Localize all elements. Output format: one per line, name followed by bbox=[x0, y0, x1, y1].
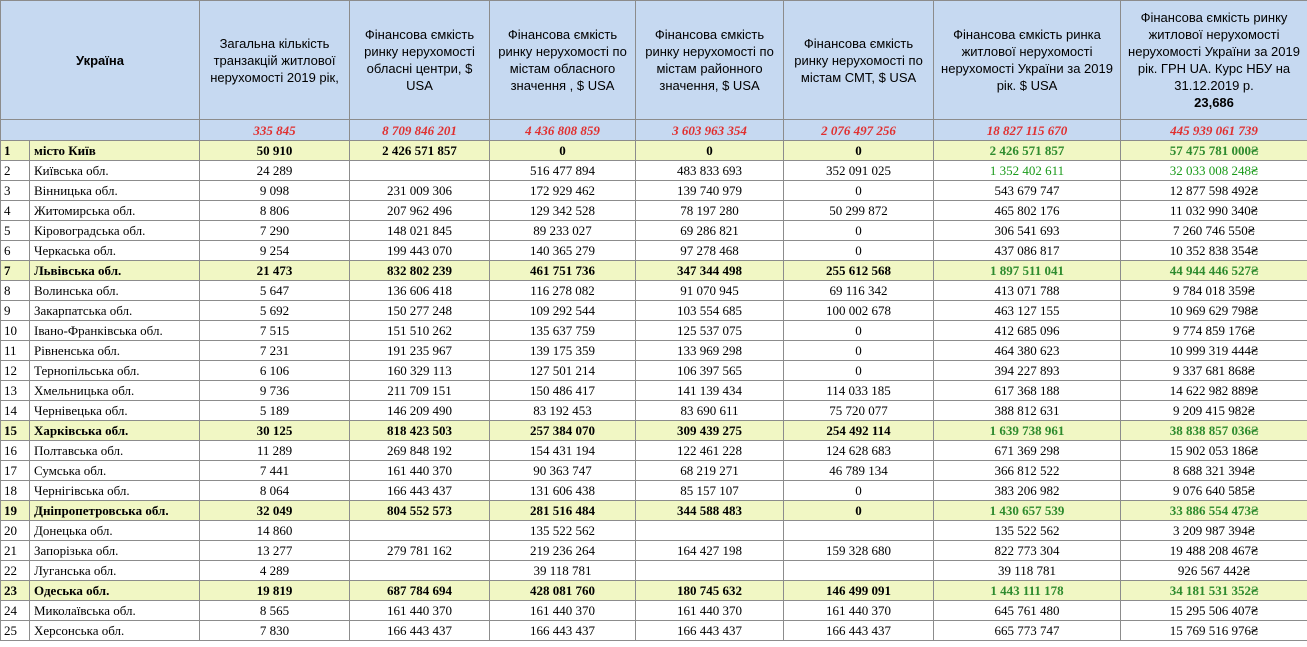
table-row bbox=[1, 461, 1307, 481]
cell-district-cities: 133 969 298 bbox=[636, 341, 784, 361]
cell-oblast-cities: 140 365 279 bbox=[490, 241, 636, 261]
cell-district-cities: 91 070 945 bbox=[636, 281, 784, 301]
cell-total-uah: 8 688 321 394₴ bbox=[1121, 461, 1307, 481]
cell-district-cities: 85 157 107 bbox=[636, 481, 784, 501]
cell-smt: 352 091 025 bbox=[784, 161, 934, 181]
cell-oblast-cities: 0 bbox=[490, 141, 636, 161]
cell-smt: 46 789 134 bbox=[784, 461, 934, 481]
cell-total-uah: 19 488 208 467₴ bbox=[1121, 541, 1307, 561]
cell-oblast-cities: 89 233 027 bbox=[490, 221, 636, 241]
cell-smt: 124 628 683 bbox=[784, 441, 934, 461]
cell-regional-centers: 166 443 437 bbox=[350, 621, 490, 641]
cell-total-uah: 14 622 982 889₴ bbox=[1121, 381, 1307, 401]
cell-oblast-cities: 127 501 214 bbox=[490, 361, 636, 381]
row-number: 24 bbox=[1, 601, 30, 621]
table-row bbox=[1, 421, 1307, 441]
cell-total-usd: 39 118 781 bbox=[934, 561, 1121, 581]
cell-smt: 254 492 114 bbox=[784, 421, 934, 441]
cell-smt: 255 612 568 bbox=[784, 261, 934, 281]
table-row bbox=[1, 561, 1307, 581]
cell-total-uah: 7 260 746 550₴ bbox=[1121, 221, 1307, 241]
cell-transactions: 6 106 bbox=[200, 361, 350, 381]
region-name: Хмельницька обл. bbox=[30, 381, 200, 401]
cell-transactions: 7 441 bbox=[200, 461, 350, 481]
cell-smt: 114 033 185 bbox=[784, 381, 934, 401]
table-row bbox=[1, 261, 1307, 281]
cell-oblast-cities: 139 175 359 bbox=[490, 341, 636, 361]
cell-oblast-cities: 131 606 438 bbox=[490, 481, 636, 501]
cell-transactions: 9 098 bbox=[200, 181, 350, 201]
cell-total-uah: 15 769 516 976₴ bbox=[1121, 621, 1307, 641]
row-number: 4 bbox=[1, 201, 30, 221]
cell-total-uah: 33 886 554 473₴ bbox=[1121, 501, 1307, 521]
total-smt: 2 076 497 256 bbox=[784, 120, 934, 141]
cell-regional-centers: 687 784 694 bbox=[350, 581, 490, 601]
cell-transactions: 8 064 bbox=[200, 481, 350, 501]
cell-regional-centers: 151 510 262 bbox=[350, 321, 490, 341]
cell-transactions: 50 910 bbox=[200, 141, 350, 161]
cell-total-uah: 3 209 987 394₴ bbox=[1121, 521, 1307, 541]
cell-district-cities: 139 740 979 bbox=[636, 181, 784, 201]
header-district-cities: Фінансова ємкість ринку нерухомості по містам районного значення, $ USA bbox=[636, 1, 784, 120]
cell-transactions: 9 736 bbox=[200, 381, 350, 401]
cell-oblast-cities: 257 384 070 bbox=[490, 421, 636, 441]
row-number: 1 bbox=[1, 141, 30, 161]
cell-smt bbox=[784, 521, 934, 541]
cell-oblast-cities: 461 751 736 bbox=[490, 261, 636, 281]
cell-transactions: 5 189 bbox=[200, 401, 350, 421]
cell-regional-centers: 161 440 370 bbox=[350, 601, 490, 621]
row-number: 14 bbox=[1, 401, 30, 421]
cell-oblast-cities: 116 278 082 bbox=[490, 281, 636, 301]
row-number: 20 bbox=[1, 521, 30, 541]
row-number: 9 bbox=[1, 301, 30, 321]
cell-total-uah: 10 969 629 798₴ bbox=[1121, 301, 1307, 321]
total-district-cities: 3 603 963 354 bbox=[636, 120, 784, 141]
cell-regional-centers bbox=[350, 561, 490, 581]
cell-smt: 100 002 678 bbox=[784, 301, 934, 321]
cell-total-uah: 10 352 838 354₴ bbox=[1121, 241, 1307, 261]
header-total-uah-text: Фінансова ємкість ринку житлової нерухомості нерухомості України за 2019 рік. ГРН UA. Курс НБУ на 31.12.2019 р. bbox=[1128, 10, 1300, 93]
cell-regional-centers bbox=[350, 161, 490, 181]
cell-district-cities: 97 278 468 bbox=[636, 241, 784, 261]
cell-transactions: 8 565 bbox=[200, 601, 350, 621]
row-number: 19 bbox=[1, 501, 30, 521]
cell-total-usd: 306 541 693 bbox=[934, 221, 1121, 241]
row-number: 2 bbox=[1, 161, 30, 181]
header-total-usd: Фінансова ємкість ринка житлової нерухомості нерухомості України за 2019 рік. $ USA bbox=[934, 1, 1121, 120]
cell-total-usd: 388 812 631 bbox=[934, 401, 1121, 421]
cell-oblast-cities: 135 637 759 bbox=[490, 321, 636, 341]
region-name: Миколаївська обл. bbox=[30, 601, 200, 621]
cell-regional-centers: 150 277 248 bbox=[350, 301, 490, 321]
cell-total-usd: 464 380 623 bbox=[934, 341, 1121, 361]
country-header: Україна bbox=[1, 1, 200, 120]
region-name: Житомирська обл. bbox=[30, 201, 200, 221]
cell-total-usd: 671 369 298 bbox=[934, 441, 1121, 461]
cell-district-cities bbox=[636, 561, 784, 581]
cell-district-cities: 106 397 565 bbox=[636, 361, 784, 381]
cell-regional-centers: 136 606 418 bbox=[350, 281, 490, 301]
cell-district-cities: 125 537 075 bbox=[636, 321, 784, 341]
region-name: Луганська обл. bbox=[30, 561, 200, 581]
cell-district-cities: 309 439 275 bbox=[636, 421, 784, 441]
cell-total-usd: 135 522 562 bbox=[934, 521, 1121, 541]
region-name: Херсонська обл. bbox=[30, 621, 200, 641]
cell-district-cities: 122 461 228 bbox=[636, 441, 784, 461]
cell-district-cities: 69 286 821 bbox=[636, 221, 784, 241]
header-transactions: Загальна кількість транзакцій житлової нерухомості 2019 рік, bbox=[200, 1, 350, 120]
cell-oblast-cities: 90 363 747 bbox=[490, 461, 636, 481]
cell-district-cities: 164 427 198 bbox=[636, 541, 784, 561]
cell-total-usd: 413 071 788 bbox=[934, 281, 1121, 301]
cell-total-uah: 9 774 859 176₴ bbox=[1121, 321, 1307, 341]
cell-transactions: 5 692 bbox=[200, 301, 350, 321]
cell-total-usd: 463 127 155 bbox=[934, 301, 1121, 321]
cell-smt: 0 bbox=[784, 481, 934, 501]
cell-district-cities: 483 833 693 bbox=[636, 161, 784, 181]
cell-regional-centers: 160 329 113 bbox=[350, 361, 490, 381]
cell-transactions: 7 830 bbox=[200, 621, 350, 641]
cell-total-uah: 12 877 598 492₴ bbox=[1121, 181, 1307, 201]
cell-total-usd: 465 802 176 bbox=[934, 201, 1121, 221]
cell-transactions: 30 125 bbox=[200, 421, 350, 441]
cell-regional-centers: 207 962 496 bbox=[350, 201, 490, 221]
cell-regional-centers: 818 423 503 bbox=[350, 421, 490, 441]
cell-regional-centers: 166 443 437 bbox=[350, 481, 490, 501]
cell-oblast-cities: 161 440 370 bbox=[490, 601, 636, 621]
cell-smt: 0 bbox=[784, 321, 934, 341]
row-number: 22 bbox=[1, 561, 30, 581]
table-row bbox=[1, 601, 1307, 621]
cell-total-uah: 926 567 442₴ bbox=[1121, 561, 1307, 581]
cell-smt: 0 bbox=[784, 341, 934, 361]
table-row bbox=[1, 341, 1307, 361]
cell-smt: 0 bbox=[784, 181, 934, 201]
table-row bbox=[1, 201, 1307, 221]
cell-transactions: 32 049 bbox=[200, 501, 350, 521]
row-number: 7 bbox=[1, 261, 30, 281]
row-number: 10 bbox=[1, 321, 30, 341]
cell-regional-centers: 269 848 192 bbox=[350, 441, 490, 461]
row-number: 3 bbox=[1, 181, 30, 201]
table-row bbox=[1, 381, 1307, 401]
cell-smt: 159 328 680 bbox=[784, 541, 934, 561]
cell-oblast-cities: 109 292 544 bbox=[490, 301, 636, 321]
cell-total-uah: 57 475 781 000₴ bbox=[1121, 141, 1307, 161]
table-row bbox=[1, 361, 1307, 381]
region-name: Вінницька обл. bbox=[30, 181, 200, 201]
cell-regional-centers: 804 552 573 bbox=[350, 501, 490, 521]
row-number: 8 bbox=[1, 281, 30, 301]
cell-regional-centers: 279 781 162 bbox=[350, 541, 490, 561]
cell-regional-centers: 191 235 967 bbox=[350, 341, 490, 361]
cell-transactions: 4 289 bbox=[200, 561, 350, 581]
row-number: 21 bbox=[1, 541, 30, 561]
cell-regional-centers: 211 709 151 bbox=[350, 381, 490, 401]
row-number: 16 bbox=[1, 441, 30, 461]
cell-total-uah: 38 838 857 036₴ bbox=[1121, 421, 1307, 441]
table-row bbox=[1, 241, 1307, 261]
region-name: Черкаська обл. bbox=[30, 241, 200, 261]
total-regional-centers: 8 709 846 201 bbox=[350, 120, 490, 141]
cell-district-cities: 103 554 685 bbox=[636, 301, 784, 321]
total-transactions: 335 845 bbox=[200, 120, 350, 141]
cell-total-uah: 34 181 531 352₴ bbox=[1121, 581, 1307, 601]
cell-total-uah: 9 209 415 982₴ bbox=[1121, 401, 1307, 421]
cell-smt: 69 116 342 bbox=[784, 281, 934, 301]
row-number: 23 bbox=[1, 581, 30, 601]
cell-transactions: 24 289 bbox=[200, 161, 350, 181]
cell-oblast-cities: 172 929 462 bbox=[490, 181, 636, 201]
region-name: Закарпатська обл. bbox=[30, 301, 200, 321]
totals-label-cell bbox=[1, 120, 200, 141]
cell-regional-centers: 231 009 306 bbox=[350, 181, 490, 201]
cell-total-uah: 15 295 506 407₴ bbox=[1121, 601, 1307, 621]
cell-transactions: 7 231 bbox=[200, 341, 350, 361]
cell-smt: 50 299 872 bbox=[784, 201, 934, 221]
cell-regional-centers: 146 209 490 bbox=[350, 401, 490, 421]
region-name: Харківська обл. bbox=[30, 421, 200, 441]
cell-oblast-cities: 281 516 484 bbox=[490, 501, 636, 521]
table-row bbox=[1, 181, 1307, 201]
row-number: 17 bbox=[1, 461, 30, 481]
table-row bbox=[1, 301, 1307, 321]
region-name: Одеська обл. bbox=[30, 581, 200, 601]
header-oblast-cities: Фінансова ємкість ринку нерухомості по містам обласного значення , $ USA bbox=[490, 1, 636, 120]
cell-total-usd: 645 761 480 bbox=[934, 601, 1121, 621]
cell-oblast-cities: 166 443 437 bbox=[490, 621, 636, 641]
cell-transactions: 5 647 bbox=[200, 281, 350, 301]
region-name: Запорізька обл. bbox=[30, 541, 200, 561]
cell-district-cities: 83 690 611 bbox=[636, 401, 784, 421]
table-row bbox=[1, 401, 1307, 421]
cell-regional-centers: 148 021 845 bbox=[350, 221, 490, 241]
cell-transactions: 13 277 bbox=[200, 541, 350, 561]
region-name: Львівська обл. bbox=[30, 261, 200, 281]
cell-district-cities bbox=[636, 521, 784, 541]
region-name: Чернігівська обл. bbox=[30, 481, 200, 501]
cell-district-cities: 78 197 280 bbox=[636, 201, 784, 221]
cell-regional-centers: 161 440 370 bbox=[350, 461, 490, 481]
row-number: 13 bbox=[1, 381, 30, 401]
cell-total-uah: 9 076 640 585₴ bbox=[1121, 481, 1307, 501]
row-number: 5 bbox=[1, 221, 30, 241]
cell-smt: 0 bbox=[784, 221, 934, 241]
table-row bbox=[1, 621, 1307, 641]
cell-district-cities: 166 443 437 bbox=[636, 621, 784, 641]
cell-district-cities: 0 bbox=[636, 141, 784, 161]
header-smt: Фінансова ємкість ринку нерухомості по містам СМТ, $ USA bbox=[784, 1, 934, 120]
cell-total-usd: 366 812 522 bbox=[934, 461, 1121, 481]
cell-total-uah: 15 902 053 186₴ bbox=[1121, 441, 1307, 461]
totals-row bbox=[1, 120, 1307, 141]
table-row bbox=[1, 321, 1307, 341]
cell-district-cities: 180 745 632 bbox=[636, 581, 784, 601]
cell-total-usd: 543 679 747 bbox=[934, 181, 1121, 201]
table-row bbox=[1, 501, 1307, 521]
cell-smt: 0 bbox=[784, 141, 934, 161]
region-name: Дніпропетровська обл. bbox=[30, 501, 200, 521]
cell-total-usd: 412 685 096 bbox=[934, 321, 1121, 341]
cell-smt bbox=[784, 561, 934, 581]
row-number: 15 bbox=[1, 421, 30, 441]
cell-transactions: 8 806 bbox=[200, 201, 350, 221]
header-regional-centers: Фінансова ємкість ринку нерухомості обласні центри, $ USA bbox=[350, 1, 490, 120]
cell-transactions: 14 860 bbox=[200, 521, 350, 541]
header-total-uah bbox=[1121, 1, 1307, 120]
row-number: 18 bbox=[1, 481, 30, 501]
cell-total-usd: 394 227 893 bbox=[934, 361, 1121, 381]
region-name: Сумська обл. bbox=[30, 461, 200, 481]
cell-total-uah: 11 032 990 340₴ bbox=[1121, 201, 1307, 221]
cell-district-cities: 68 219 271 bbox=[636, 461, 784, 481]
cell-total-uah: 44 944 446 527₴ bbox=[1121, 261, 1307, 281]
cell-total-usd: 1 352 402 611 bbox=[934, 161, 1121, 181]
region-name: Волинська обл. bbox=[30, 281, 200, 301]
cell-smt: 166 443 437 bbox=[784, 621, 934, 641]
header-row bbox=[1, 1, 1307, 120]
total-usd: 18 827 115 670 bbox=[934, 120, 1121, 141]
cell-oblast-cities: 39 118 781 bbox=[490, 561, 636, 581]
region-name: Тернопільська обл. bbox=[30, 361, 200, 381]
cell-smt: 146 499 091 bbox=[784, 581, 934, 601]
cell-district-cities: 141 139 434 bbox=[636, 381, 784, 401]
table-row bbox=[1, 441, 1307, 461]
cell-regional-centers: 832 802 239 bbox=[350, 261, 490, 281]
cell-smt: 0 bbox=[784, 241, 934, 261]
cell-smt: 75 720 077 bbox=[784, 401, 934, 421]
cell-oblast-cities: 129 342 528 bbox=[490, 201, 636, 221]
cell-oblast-cities: 154 431 194 bbox=[490, 441, 636, 461]
cell-oblast-cities: 428 081 760 bbox=[490, 581, 636, 601]
cell-regional-centers: 199 443 070 bbox=[350, 241, 490, 261]
region-name: Донецька обл. bbox=[30, 521, 200, 541]
cell-total-usd: 617 368 188 bbox=[934, 381, 1121, 401]
table-row bbox=[1, 521, 1307, 541]
cell-smt: 0 bbox=[784, 501, 934, 521]
total-uah: 445 939 061 739 bbox=[1121, 120, 1307, 141]
cell-district-cities: 347 344 498 bbox=[636, 261, 784, 281]
row-number: 6 bbox=[1, 241, 30, 261]
region-name: Полтавська обл. bbox=[30, 441, 200, 461]
region-name: Рівненська обл. bbox=[30, 341, 200, 361]
cell-smt: 161 440 370 bbox=[784, 601, 934, 621]
cell-oblast-cities: 150 486 417 bbox=[490, 381, 636, 401]
cell-transactions: 19 819 bbox=[200, 581, 350, 601]
cell-oblast-cities: 83 192 453 bbox=[490, 401, 636, 421]
cell-total-uah: 10 999 319 444₴ bbox=[1121, 341, 1307, 361]
cell-total-usd: 1 639 738 961 bbox=[934, 421, 1121, 441]
cell-total-usd: 1 430 657 539 bbox=[934, 501, 1121, 521]
table-row bbox=[1, 581, 1307, 601]
cell-total-usd: 383 206 982 bbox=[934, 481, 1121, 501]
cell-total-usd: 822 773 304 bbox=[934, 541, 1121, 561]
cell-total-usd: 1 443 111 178 bbox=[934, 581, 1121, 601]
region-name: Кіровоградська обл. bbox=[30, 221, 200, 241]
cell-total-uah: 9 337 681 868₴ bbox=[1121, 361, 1307, 381]
region-name: Чернівецька обл. bbox=[30, 401, 200, 421]
cell-oblast-cities: 135 522 562 bbox=[490, 521, 636, 541]
region-name: місто Київ bbox=[30, 141, 200, 161]
cell-transactions: 11 289 bbox=[200, 441, 350, 461]
row-number: 11 bbox=[1, 341, 30, 361]
region-name: Київська обл. bbox=[30, 161, 200, 181]
cell-transactions: 9 254 bbox=[200, 241, 350, 261]
cell-smt: 0 bbox=[784, 361, 934, 381]
cell-transactions: 21 473 bbox=[200, 261, 350, 281]
cell-total-uah: 32 033 008 248₴ bbox=[1121, 161, 1307, 181]
cell-total-uah: 9 784 018 359₴ bbox=[1121, 281, 1307, 301]
cell-regional-centers bbox=[350, 521, 490, 541]
cell-total-usd: 2 426 571 857 bbox=[934, 141, 1121, 161]
table-row bbox=[1, 221, 1307, 241]
total-oblast-cities: 4 436 808 859 bbox=[490, 120, 636, 141]
exchange-rate: 23,686 bbox=[1194, 95, 1234, 110]
table-row bbox=[1, 481, 1307, 501]
cell-district-cities: 161 440 370 bbox=[636, 601, 784, 621]
cell-transactions: 7 515 bbox=[200, 321, 350, 341]
table-row bbox=[1, 141, 1307, 161]
cell-total-usd: 1 897 511 041 bbox=[934, 261, 1121, 281]
cell-regional-centers: 2 426 571 857 bbox=[350, 141, 490, 161]
cell-oblast-cities: 516 477 894 bbox=[490, 161, 636, 181]
row-number: 12 bbox=[1, 361, 30, 381]
region-name: Івано-Франківська обл. bbox=[30, 321, 200, 341]
row-number: 25 bbox=[1, 621, 30, 641]
cell-total-usd: 437 086 817 bbox=[934, 241, 1121, 261]
cell-district-cities: 344 588 483 bbox=[636, 501, 784, 521]
cell-total-usd: 665 773 747 bbox=[934, 621, 1121, 641]
cell-transactions: 7 290 bbox=[200, 221, 350, 241]
cell-oblast-cities: 219 236 264 bbox=[490, 541, 636, 561]
table-row bbox=[1, 541, 1307, 561]
table-row bbox=[1, 281, 1307, 301]
table-row bbox=[1, 161, 1307, 181]
